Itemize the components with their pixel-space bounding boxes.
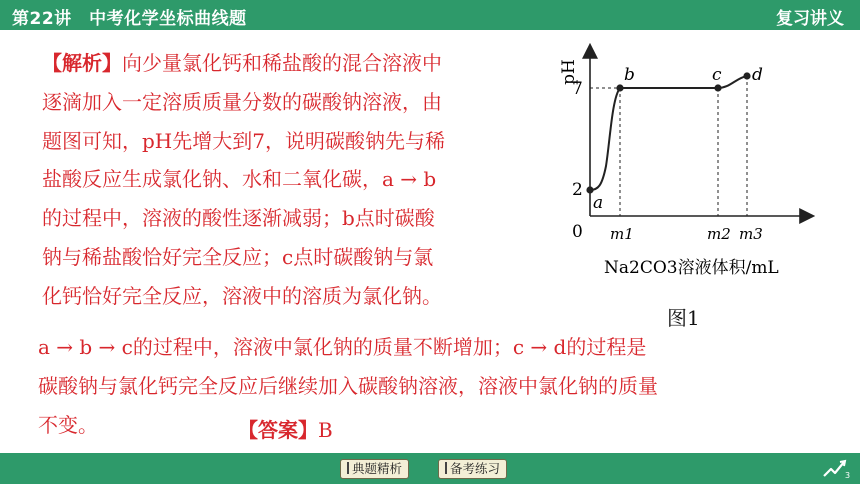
x-axis-label: Na2CO3溶液体积/mL <box>604 258 779 278</box>
exam-practice-button[interactable]: 备考练习 <box>438 459 507 479</box>
point-d-label: d <box>752 65 763 85</box>
point-d <box>743 72 750 79</box>
analysis-line: 盐酸反应生成氯化钠、水和二氧化碳，a → b <box>42 167 437 192</box>
answer-label: 【答案】 <box>238 418 318 442</box>
point-a-label: a <box>593 193 604 213</box>
continuation-line: 不变。 <box>38 412 98 437</box>
lesson-title: 第22讲 中考化学坐标曲线题 <box>12 9 247 29</box>
analysis-line: 钠与稀盐酸恰好完全反应；c点时碳酸钠与氯 <box>42 244 434 269</box>
ph-curve-figure <box>552 36 842 284</box>
point-b-label: b <box>624 65 635 85</box>
continuation-block <box>38 328 658 444</box>
analysis-line <box>42 44 542 83</box>
continuation-line: 碳酸钠与氯化钙完全反应后继续加入碳酸钠溶液，溶液中氯化钠的质量 <box>38 373 658 398</box>
typical-examples-button[interactable]: 典题精析 <box>340 459 409 479</box>
analysis-line: 题图可知，pH先增大到7，说明碳酸钠先与稀 <box>42 128 445 153</box>
analysis-line: 的过程中，溶液的酸性逐渐减弱；b点时碳酸 <box>42 206 435 231</box>
point-c <box>714 84 721 91</box>
ph-curve <box>590 76 747 190</box>
continuation-line: a → b → c的过程中，溶液中氯化钠的质量不断增加；c → d的过程是 <box>38 335 647 359</box>
page-number: 3 <box>845 471 850 480</box>
analysis-line: 逐滴加入一定溶质质量分数的碳酸钠溶液，由 <box>42 89 442 114</box>
point-b <box>616 84 623 91</box>
y-tick-2: 2 <box>572 180 583 200</box>
footer-bar <box>0 453 860 484</box>
analysis-text: 向少量氯化钙和稀盐酸的混合溶液中 <box>122 51 442 75</box>
section-label: 复习讲义 <box>776 9 844 29</box>
point-c-label: c <box>712 65 722 85</box>
origin-label: 0 <box>572 222 583 242</box>
header-bar <box>0 0 860 30</box>
x-tick-m1: m1 <box>610 225 634 243</box>
y-tick-7: 7 <box>572 79 583 99</box>
analysis-label: 【解析】 <box>42 51 122 75</box>
figure-caption: 图1 <box>667 306 700 330</box>
analysis-block <box>42 44 542 316</box>
page-indicator-icon[interactable] <box>820 456 850 480</box>
answer-value: B <box>318 418 333 442</box>
x-tick-m2: m2 <box>707 225 731 243</box>
x-tick-m3: m3 <box>739 225 763 243</box>
analysis-line: 化钙恰好完全反应，溶液中的溶质为氯化钠。 <box>42 283 442 308</box>
y-axis-label: pH <box>559 59 579 85</box>
answer-block <box>238 414 333 443</box>
